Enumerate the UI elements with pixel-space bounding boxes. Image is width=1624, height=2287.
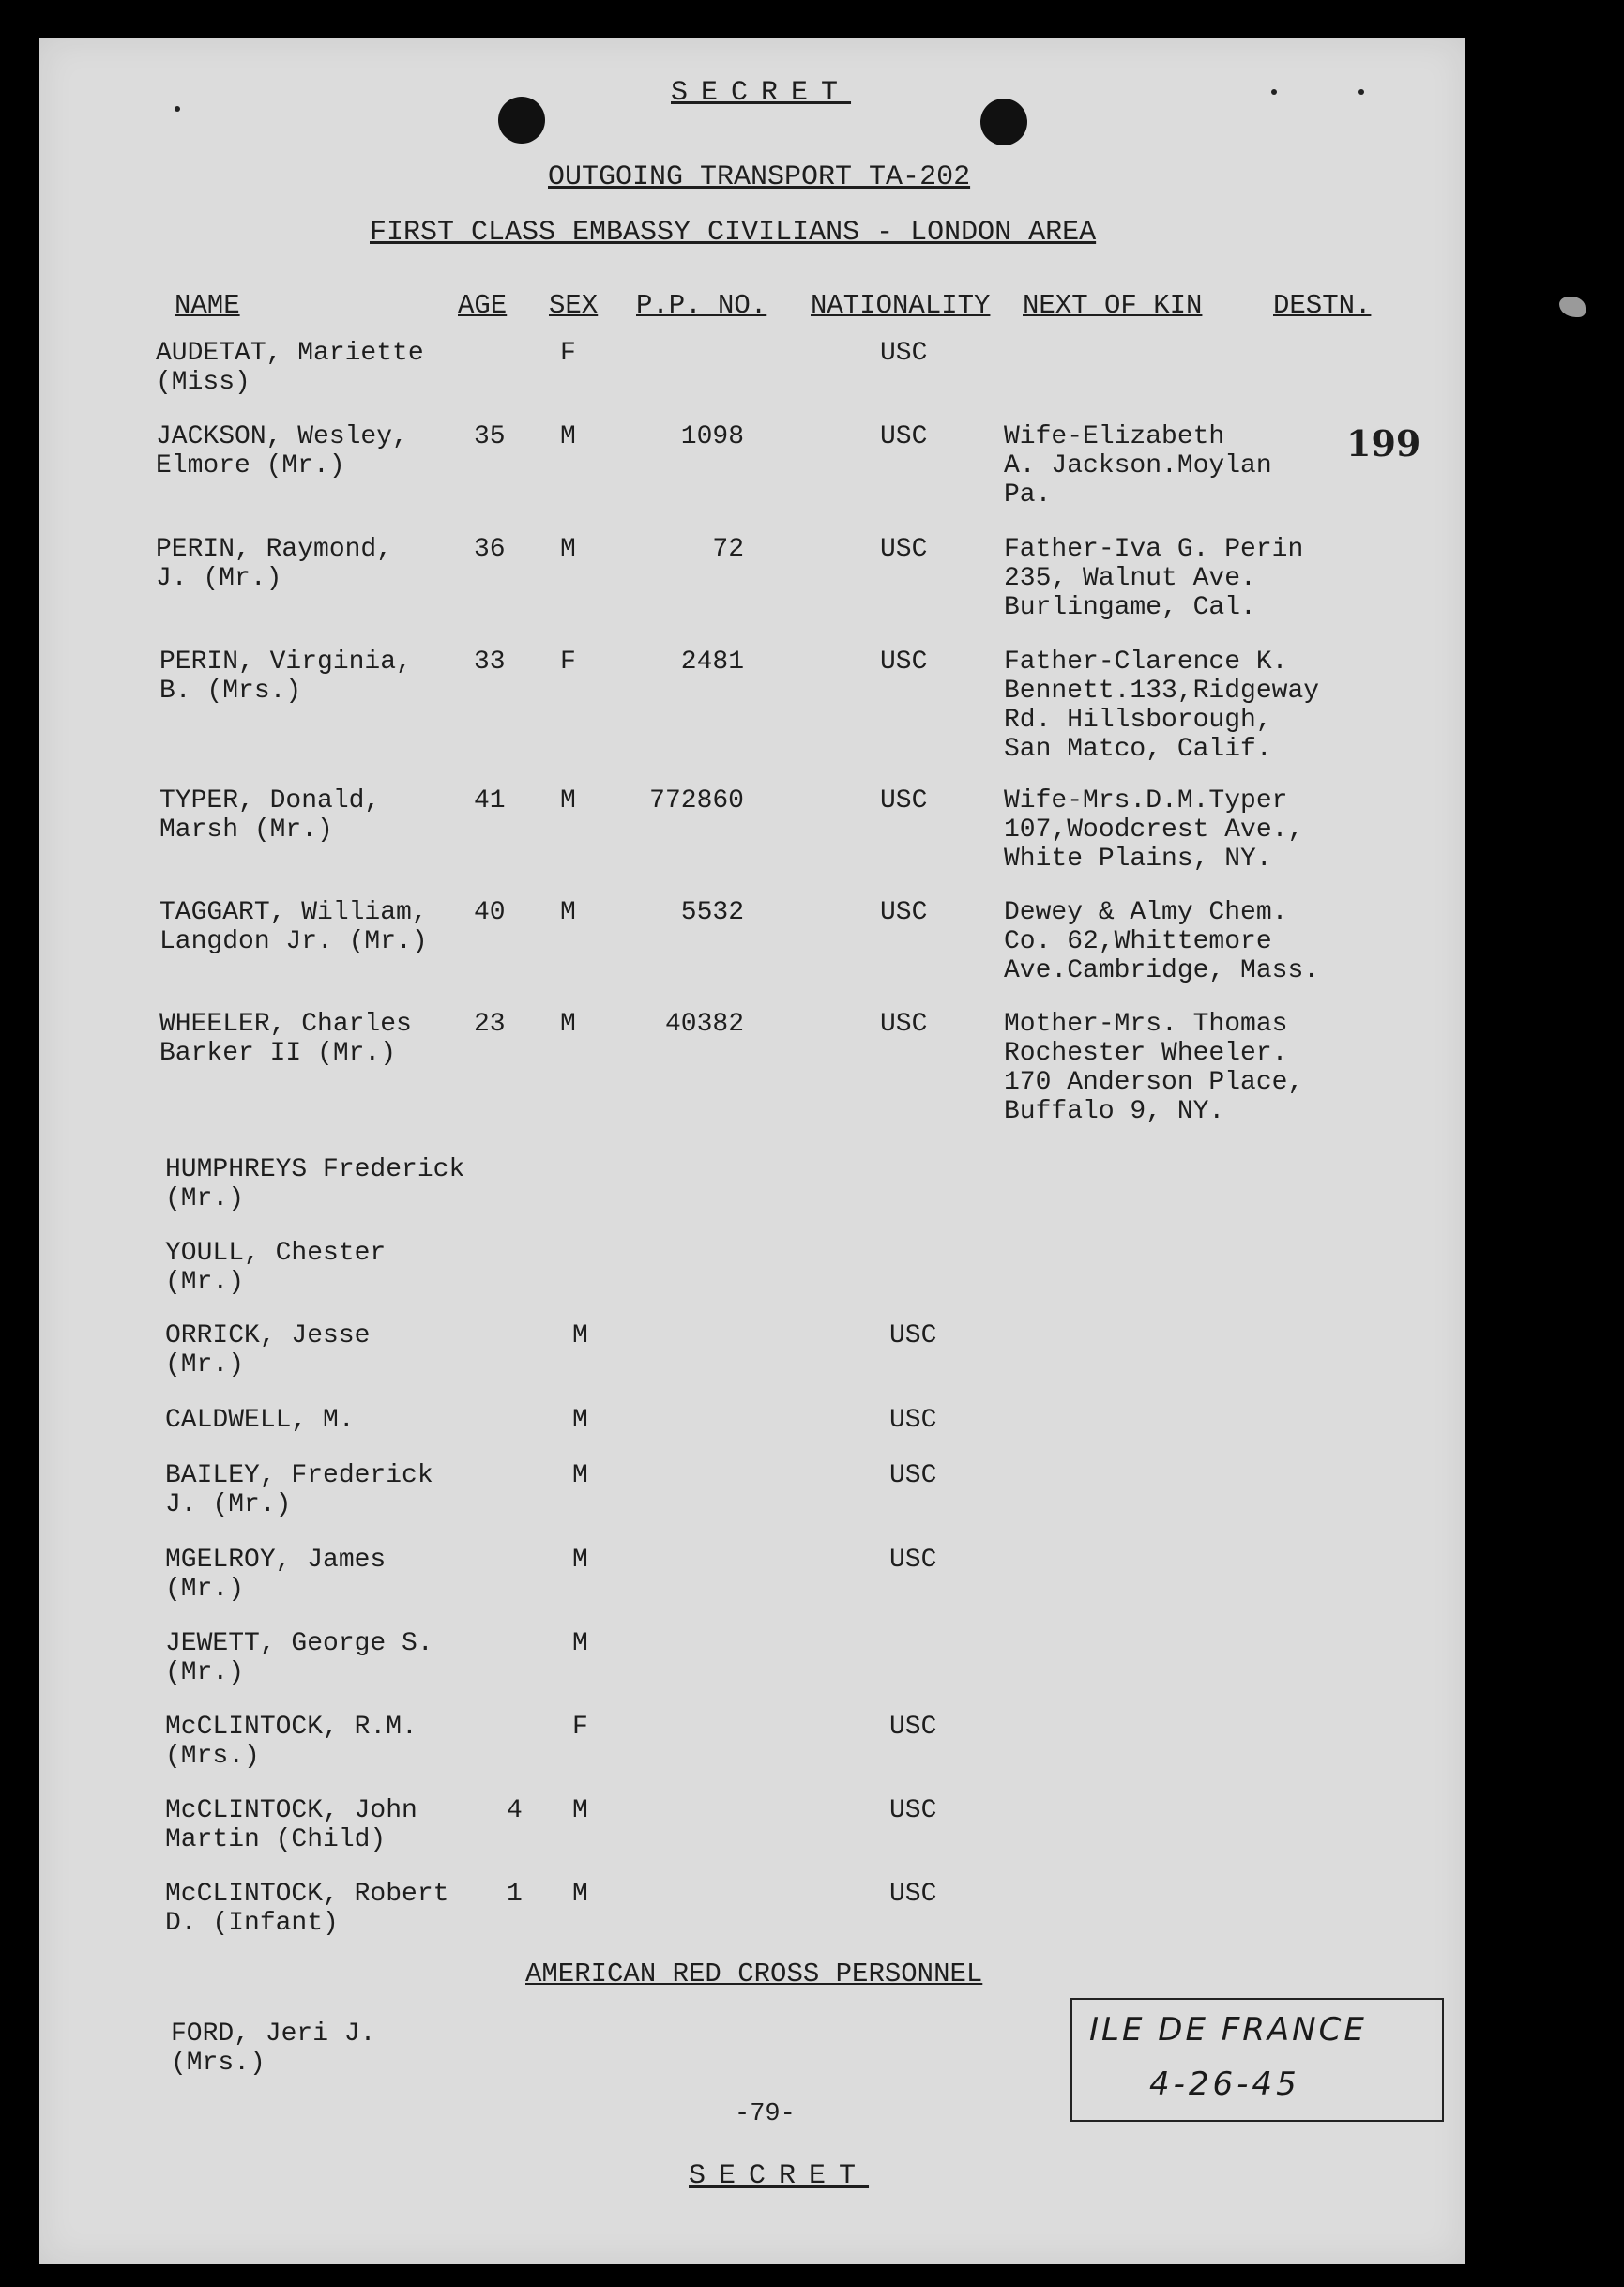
passenger-age: 36 bbox=[474, 535, 506, 564]
passenger-sex: M bbox=[560, 535, 576, 564]
stamp-ship-name: ILE DE FRANCE bbox=[1089, 2011, 1367, 2049]
passenger-sex: M bbox=[572, 1629, 588, 1658]
passenger-sex: M bbox=[560, 786, 576, 816]
passport-number: 1098 bbox=[680, 422, 744, 451]
document-subtitle: FIRST CLASS EMBASSY CIVILIANS - LONDON AREA bbox=[370, 217, 1097, 249]
col-header-nationality: NATIONALITY bbox=[811, 290, 991, 321]
passenger-nationality: USC bbox=[889, 1461, 937, 1490]
passenger-sex: M bbox=[572, 1321, 588, 1350]
classification-top: SECRET bbox=[671, 77, 852, 109]
red-cross-name: FORD, Jeri J. (Mrs.) bbox=[171, 2020, 376, 2078]
page-stamp-number: 199 bbox=[1346, 422, 1421, 465]
passenger-name: JACKSON, Wesley, Elmore (Mr.) bbox=[156, 422, 408, 480]
passenger-age: 1 bbox=[507, 1880, 523, 1909]
passenger-age: 40 bbox=[474, 898, 506, 927]
next-of-kin: Dewey & Almy Chem. Co. 62,Whittemore Ave.Cambridge, Mass. bbox=[1004, 898, 1320, 985]
col-header-age: AGE bbox=[458, 290, 508, 321]
passenger-sex: F bbox=[572, 1713, 588, 1742]
passport-number: 72 bbox=[712, 535, 744, 564]
passenger-sex: F bbox=[560, 648, 576, 677]
passenger-name: WHEELER, Charles Barker II (Mr.) bbox=[159, 1010, 412, 1068]
col-header-destination: DESTN. bbox=[1273, 290, 1372, 321]
page-number: -79- bbox=[735, 2100, 796, 2128]
passport-number: 772860 bbox=[649, 786, 744, 816]
passenger-sex: M bbox=[572, 1546, 588, 1575]
passenger-nationality: USC bbox=[889, 1880, 937, 1909]
passenger-sex: M bbox=[560, 898, 576, 927]
passenger-name: BAILEY, Frederick J. (Mr.) bbox=[165, 1461, 433, 1519]
section-title-red-cross: AMERICAN RED CROSS PERSONNEL bbox=[525, 1959, 983, 1990]
passenger-sex: F bbox=[560, 339, 576, 368]
passenger-sex: M bbox=[560, 1010, 576, 1039]
passenger-age: 33 bbox=[474, 648, 506, 677]
passenger-sex: M bbox=[572, 1461, 588, 1490]
passenger-nationality: USC bbox=[880, 1010, 928, 1039]
stamp-date: 4-26-45 bbox=[1149, 2066, 1300, 2103]
specks bbox=[1271, 89, 1277, 95]
passenger-name: TAGGART, William, Langdon Jr. (Mr.) bbox=[159, 898, 428, 956]
passenger-nationality: USC bbox=[880, 786, 928, 816]
passenger-name: AUDETAT, Mariette (Miss) bbox=[156, 339, 424, 397]
passenger-name: JEWETT, George S. (Mr.) bbox=[165, 1629, 433, 1687]
next-of-kin: Wife-Elizabeth A. Jackson.Moylan Pa. bbox=[1004, 422, 1272, 510]
passenger-name: PERIN, Raymond, J. (Mr.) bbox=[156, 535, 393, 593]
passenger-nationality: USC bbox=[880, 898, 928, 927]
passenger-sex: M bbox=[560, 422, 576, 451]
passport-number: 2481 bbox=[680, 648, 744, 677]
passenger-age: 41 bbox=[474, 786, 506, 816]
passenger-name: MGELROY, James (Mr.) bbox=[165, 1546, 387, 1604]
passenger-nationality: USC bbox=[880, 535, 928, 564]
classification-bottom: SECRET bbox=[689, 2160, 870, 2192]
next-of-kin: Mother-Mrs. Thomas Rochester Wheeler. 170 Anderson Place, Buffalo 9, NY. bbox=[1004, 1010, 1304, 1126]
passenger-name: McCLINTOCK, R.M. (Mrs.) bbox=[165, 1713, 417, 1771]
passenger-nationality: USC bbox=[889, 1546, 937, 1575]
next-of-kin: Wife-Mrs.D.M.Typer 107,Woodcrest Ave., White Plains, NY. bbox=[1004, 786, 1304, 874]
passenger-nationality: USC bbox=[880, 648, 928, 677]
passenger-nationality: USC bbox=[880, 422, 928, 451]
passenger-name: PERIN, Virginia, B. (Mrs.) bbox=[159, 648, 412, 706]
next-of-kin: Father-Clarence K. Bennett.133,Ridgeway Rd. Hillsborough, San Matco, Calif. bbox=[1004, 648, 1320, 764]
ship-date-stamp bbox=[1070, 1998, 1444, 2122]
col-header-pp-no: P.P. NO. bbox=[636, 290, 767, 321]
next-of-kin: Father-Iva G. Perin 235, Walnut Ave. Burlingame, Cal. bbox=[1004, 535, 1304, 622]
passenger-nationality: USC bbox=[889, 1796, 937, 1825]
passport-number: 5532 bbox=[680, 898, 744, 927]
passenger-sex: M bbox=[572, 1406, 588, 1435]
col-header-sex: SEX bbox=[549, 290, 599, 321]
col-header-name: NAME bbox=[175, 290, 240, 321]
passenger-name: HUMPHREYS Frederick (Mr.) bbox=[165, 1155, 465, 1213]
passenger-sex: M bbox=[572, 1796, 588, 1825]
passenger-name: YOULL, Chester (Mr.) bbox=[165, 1239, 387, 1297]
passenger-nationality: USC bbox=[889, 1713, 937, 1742]
passenger-name: TYPER, Donald, Marsh (Mr.) bbox=[159, 786, 381, 845]
passenger-age: 35 bbox=[474, 422, 506, 451]
specks bbox=[175, 106, 180, 112]
passenger-sex: M bbox=[572, 1880, 588, 1909]
passenger-nationality: USC bbox=[889, 1406, 937, 1435]
document-title: OUTGOING TRANSPORT TA-202 bbox=[548, 161, 971, 193]
passenger-age: 23 bbox=[474, 1010, 506, 1039]
passenger-name: McCLINTOCK, John Martin (Child) bbox=[165, 1796, 417, 1854]
punch-hole-right bbox=[980, 99, 1027, 145]
passport-number: 40382 bbox=[664, 1010, 744, 1039]
passenger-nationality: USC bbox=[880, 339, 928, 368]
passenger-nationality: USC bbox=[889, 1321, 937, 1350]
passenger-age: 4 bbox=[507, 1796, 523, 1825]
passenger-name: CALDWELL, M. bbox=[165, 1406, 355, 1435]
passenger-name: McCLINTOCK, Robert D. (Infant) bbox=[165, 1880, 449, 1938]
punch-hole-left bbox=[498, 97, 545, 144]
specks bbox=[1358, 89, 1364, 95]
margin-mark bbox=[1559, 297, 1586, 317]
passenger-name: ORRICK, Jesse (Mr.) bbox=[165, 1321, 371, 1380]
col-header-next-of-kin: NEXT OF KIN bbox=[1023, 290, 1203, 321]
